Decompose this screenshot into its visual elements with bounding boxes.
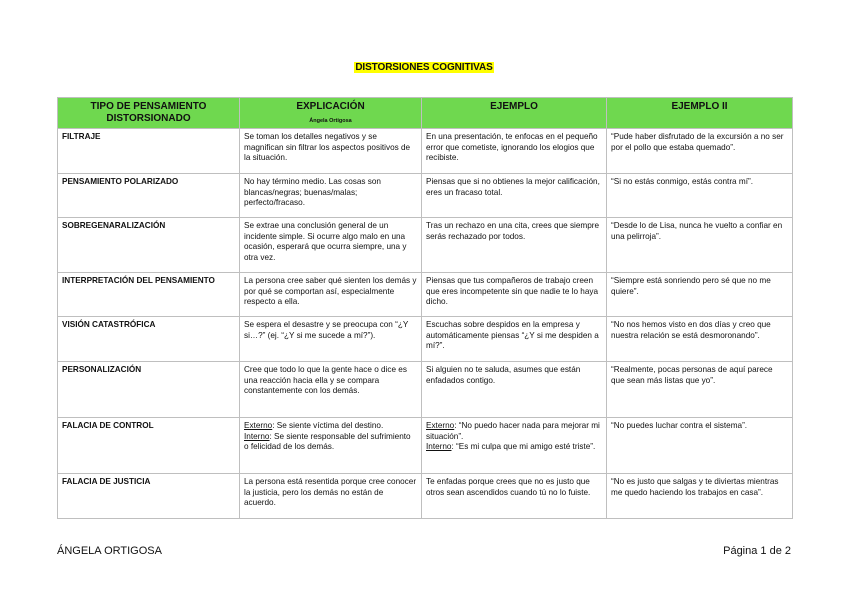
cell-example: Te enfadas porque crees que no es justo que otros sean ascendidos cuando tú no lo fuiste. <box>422 474 607 519</box>
document-title: DISTORSIONES COGNITIVAS <box>355 62 493 73</box>
distortions-table <box>57 97 793 519</box>
cell-type: INTERPRETACIÓN DEL PENSAMIENTO <box>58 273 240 317</box>
cell-explanation: Se espera el desastre y se preocupa con “¿Y si…?” (ej. “¿Y si me sucede a mí?”). <box>240 317 422 362</box>
external-text: : Se siente víctima del destino. <box>272 421 384 430</box>
header-author-note: Ángela Ortigosa <box>309 118 352 124</box>
cell-example <box>422 418 607 474</box>
table-row <box>58 474 793 519</box>
cell-example-ii: “Si no estás conmigo, estás contra mí”. <box>607 174 793 218</box>
cell-example-ii: “Desde lo de Lisa, nunca he vuelto a confiar en una pelirroja”. <box>607 218 793 273</box>
cell-example: Piensas que tus compañeros de trabajo creen que eres incompetente sin que nadie te lo haya dicho. <box>422 273 607 317</box>
table-row <box>58 362 793 418</box>
cell-explanation: Cree que todo lo que la gente hace o dice es una reacción hacia ella y se compara constantemente con los demás. <box>240 362 422 418</box>
example-internal-label: Interno <box>426 442 452 452</box>
footer-author: ÁNGELA ORTIGOSA <box>57 545 162 557</box>
cell-type: PERSONALIZACIÓN <box>58 362 240 418</box>
cell-explanation: No hay término medio. Las cosas son blancas/negras; buenas/malas; perfecto/fracaso. <box>240 174 422 218</box>
internal-label: Interno <box>244 431 270 441</box>
table-row <box>58 218 793 273</box>
header-type: TIPO DE PENSAMIENTO DISTORSIONADO <box>58 98 240 129</box>
cell-example-ii: “Pude haber disfrutado de la excursión a no ser por el pollo que estaba quemado”. <box>607 129 793 174</box>
cell-explanation: La persona está resentida porque cree conocer la justicia, pero los demás no están de acuerdo. <box>240 474 422 519</box>
cell-example-ii: “No nos hemos visto en dos días y creo que nuestra relación se está desmoronando”. <box>607 317 793 362</box>
cell-type: FILTRAJE <box>58 129 240 174</box>
header-example-ii: EJEMPLO II <box>607 98 793 129</box>
cell-example: Escuchas sobre despidos en la empresa y automáticamente piensas “¿Y si me despiden a mí?”. <box>422 317 607 362</box>
cell-example: Si alguien no te saluda, asumes que están enfadados contigo. <box>422 362 607 418</box>
table-header-row <box>58 98 793 129</box>
cell-type: SOBREGENARALIZACIÓN <box>58 218 240 273</box>
example-external-text: : “No puedo hacer nada para mejorar mi situación”. <box>426 421 600 441</box>
table-row <box>58 418 793 474</box>
header-example: EJEMPLO <box>422 98 607 129</box>
cell-type: FALACIA DE CONTROL <box>58 418 240 474</box>
table-row <box>58 174 793 218</box>
cell-explanation: Se toman los detalles negativos y se magnifican sin filtrar los aspectos positivos de la situación. <box>240 129 422 174</box>
table-row <box>58 317 793 362</box>
cell-example: Piensas que si no obtienes la mejor calificación, eres un fracaso total. <box>422 174 607 218</box>
cell-explanation: La persona cree saber qué sienten los demás y por qué se comportan así, especialmente respecto a ella. <box>240 273 422 317</box>
cell-type: VISIÓN CATASTRÓFICA <box>58 317 240 362</box>
cell-example-ii: “Realmente, pocas personas de aquí parece que sean más listas que yo”. <box>607 362 793 418</box>
internal-text: : Se siente responsable del sufrimiento o felicidad de los demás. <box>244 431 411 452</box>
cell-type: FALACIA DE JUSTICIA <box>58 474 240 519</box>
cell-example-ii: “No es justo que salgas y te diviertas mientras me quedo haciendo los trabajos en casa”. <box>607 474 793 519</box>
example-external-label: Externo <box>426 421 455 430</box>
cell-example-ii: “Siempre está sonriendo pero sé que no me quiere”. <box>607 273 793 317</box>
cell-example: Tras un rechazo en una cita, crees que siempre serás rechazado por todos. <box>422 218 607 273</box>
example-internal-text: : “Es mi culpa que mi amigo esté triste”. <box>451 442 596 452</box>
cell-explanation: Se extrae una conclusión general de un incidente simple. Si ocurre algo malo en una ocasión, esperará que ocurra siempre, una y otra vez. <box>240 218 422 273</box>
cell-explanation <box>240 418 422 474</box>
title-container <box>0 57 848 75</box>
table-row <box>58 129 793 174</box>
footer-page-number: Página 1 de 2 <box>723 545 791 557</box>
external-label: Externo <box>244 421 273 430</box>
header-explanation-label: EXPLICACIÓN <box>296 101 365 112</box>
cell-example: En una presentación, te enfocas en el pequeño error que cometiste, ignorando los elogios que recibiste. <box>422 129 607 174</box>
cell-example-ii: “No puedes luchar contra el sistema”. <box>607 418 793 474</box>
table-row <box>58 273 793 317</box>
header-explanation <box>240 98 422 129</box>
cell-type: PENSAMIENTO POLARIZADO <box>58 174 240 218</box>
